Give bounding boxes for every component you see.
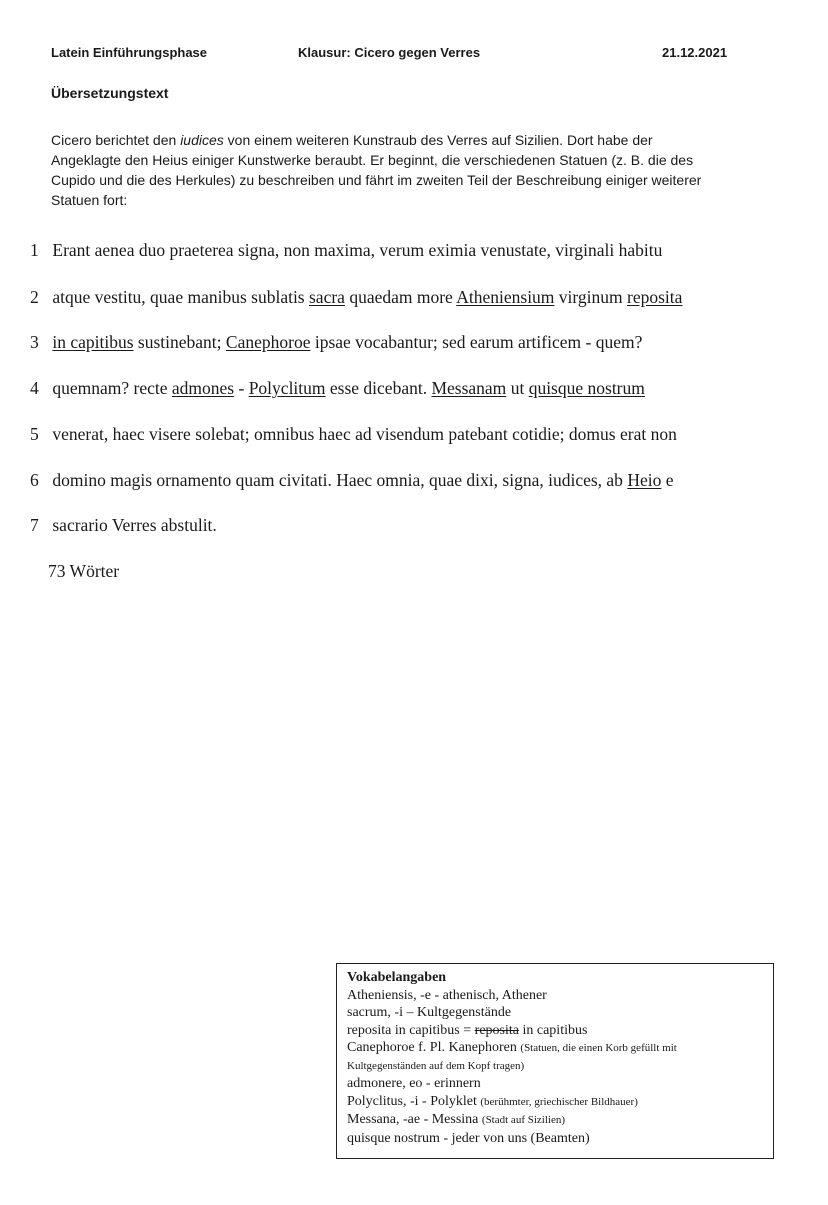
- intro-line-4: Statuen fort:: [51, 192, 128, 208]
- underlined-polyclitum: Polyclitum: [248, 378, 326, 398]
- vocabulary-box: [336, 963, 774, 1159]
- intro-italic-iudices: iudices: [180, 132, 224, 148]
- underlined-quisque-nostrum: quisque nostrum: [528, 378, 645, 398]
- vocab-entry: quisque nostrum - jeder von uns (Beamten): [347, 1130, 590, 1146]
- vocab-entry: Canephoroe f. Pl. Kanephoren (Statuen, die einen Korb gefüllt mit: [347, 1040, 677, 1055]
- line-number: 3: [30, 332, 39, 352]
- underlined-in-capitibus: in capitibus: [52, 332, 134, 352]
- latin-line-5: 5 venerat, haec visere solebat; omnibus haec ad visendum patebant cotidie; domus erat non: [30, 424, 677, 444]
- line-number: 5: [30, 424, 39, 444]
- intro-line-2: Angeklagte den Heius einiger Kunstwerke beraubt. Er beginnt, die verschiedenen Statuen (z. B. die des: [51, 152, 694, 168]
- vocab-entry-continuation: Kultgegenständen auf dem Kopf tragen): [347, 1059, 525, 1072]
- underlined-atheniensium: Atheniensium: [456, 287, 555, 307]
- vocab-entry: Atheniensis, -e - athenisch, Athener: [347, 987, 547, 1003]
- vocabulary-title: Vokabelangaben: [347, 970, 447, 985]
- underlined-reposita: reposita: [627, 287, 683, 307]
- intro-line-3: Cupido und die des Herkules) zu beschreiben und fährt im zweiten Teil der Beschreibung einiger weiterer: [51, 172, 702, 188]
- vocab-entry: sacrum, -i – Kultgegenstände: [347, 1005, 512, 1020]
- vocab-entry: Polyclitus, -i - Polyklet (berühmter, griechischer Bildhauer): [347, 1093, 638, 1109]
- header-exam-title: Klausur: Cicero gegen Verres: [298, 45, 481, 60]
- underlined-messanam: Messanam: [431, 378, 507, 398]
- line-number: 4: [30, 378, 39, 398]
- underlined-heio: Heio: [627, 470, 662, 490]
- latin-line-7: 7 sacrario Verres abstulit.: [30, 515, 217, 535]
- line-number: 7: [30, 515, 39, 535]
- underlined-canephoroe: Canephoroe: [225, 332, 311, 352]
- latin-line-3: 3 in capitibus sustinebant; Canephoroe ipsae vocabantur; sed earum artificem - quem?: [30, 332, 643, 352]
- vocab-entry: Messana, -ae - Messina (Stadt auf Sizilien): [347, 1112, 565, 1127]
- underlined-sacra: sacra: [309, 287, 345, 307]
- vocab-entry: admonere, eo - erinnern: [347, 1076, 481, 1091]
- underlined-admones: admones: [171, 378, 235, 398]
- vocab-entry: reposita in capitibus = reposita in capitibus: [347, 1022, 588, 1038]
- struck-word: reposita: [474, 1022, 519, 1038]
- line-number: 1: [30, 240, 39, 260]
- intro-line-1: Cicero berichtet den iudices von einem weiteren Kunstraub des Verres auf Sizilien. Dort habe der: [51, 132, 653, 148]
- header-course: Latein Einführungsphase: [51, 45, 208, 60]
- latin-line-4: 4 quemnam? recte admones - Polyclitum esse dicebant. Messanam ut quisque nostrum: [30, 378, 645, 398]
- latin-line-1: 1 Erant aenea duo praeterea signa, non maxima, verum eximia venustate, virginali habitu: [30, 240, 663, 260]
- intro-paragraph: [51, 130, 781, 210]
- header-date: 21.12.2021: [662, 45, 728, 60]
- section-title: Übersetzungstext: [51, 85, 169, 101]
- line-number: 2: [30, 287, 39, 307]
- latin-line-2: 2 atque vestitu, quae manibus sublatis sacra quaedam more Atheniensium virginum reposita: [30, 287, 683, 307]
- latin-line-6: 6 domino magis ornamento quam civitati. Haec omnia, quae dixi, signa, iudices, ab Heio e: [30, 470, 674, 490]
- word-count: 73 Wörter: [48, 561, 120, 581]
- line-number: 6: [30, 470, 39, 490]
